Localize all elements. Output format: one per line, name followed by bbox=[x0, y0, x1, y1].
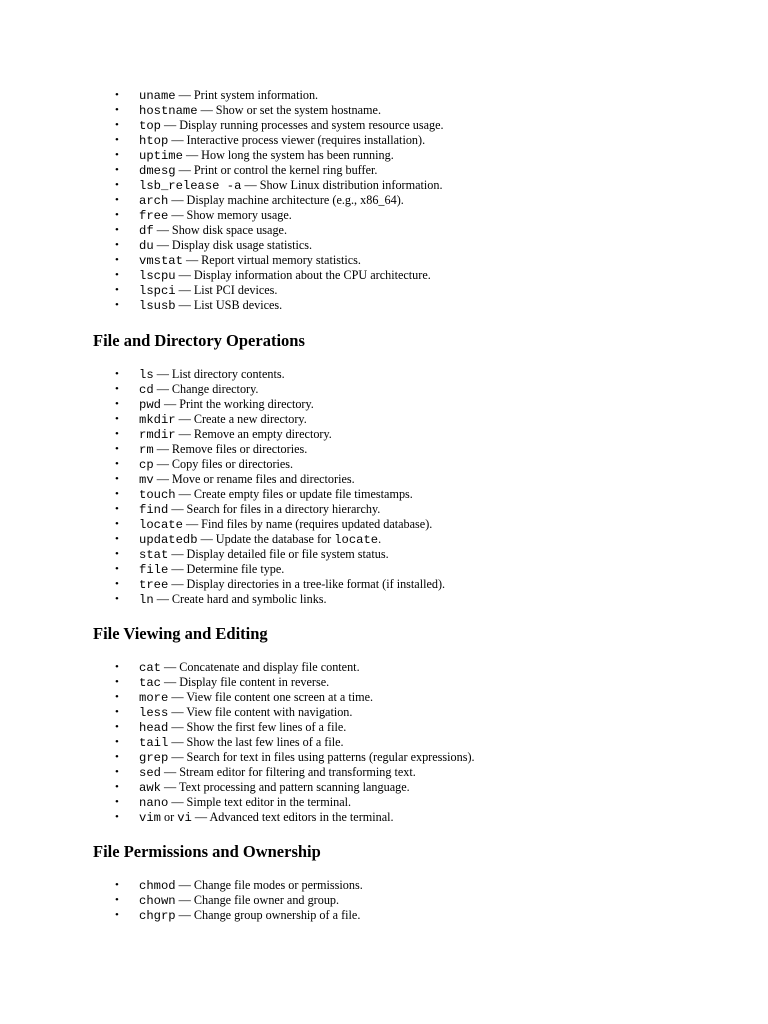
command-name: file bbox=[139, 563, 169, 577]
command-name: touch bbox=[139, 488, 176, 502]
item-text bbox=[139, 562, 284, 578]
bullet-icon: • bbox=[115, 458, 119, 470]
item-text bbox=[139, 397, 314, 413]
item-text bbox=[139, 208, 292, 224]
item-text bbox=[139, 675, 329, 691]
item-text bbox=[139, 298, 282, 314]
bullet-icon: • bbox=[115, 488, 119, 500]
bullet-icon: • bbox=[115, 766, 119, 778]
bullet-icon: • bbox=[115, 119, 119, 131]
bullet-icon: • bbox=[115, 533, 119, 545]
command-description: — Report virtual memory statistics. bbox=[182, 253, 361, 267]
command-name: chmod bbox=[139, 879, 176, 893]
command-name: cat bbox=[139, 661, 161, 675]
command-description: — List PCI devices. bbox=[175, 283, 278, 297]
command-description: — Change file modes or permissions. bbox=[175, 878, 363, 892]
item-text bbox=[139, 88, 318, 104]
item-text bbox=[139, 457, 293, 473]
command-name: rm bbox=[139, 443, 154, 457]
item-text bbox=[139, 223, 287, 239]
command-name: tac bbox=[139, 676, 161, 690]
command-description: — Create a new directory. bbox=[175, 412, 307, 426]
command-description: — Print system information. bbox=[175, 88, 319, 102]
item-text bbox=[139, 908, 360, 924]
command-description: — List USB devices. bbox=[175, 298, 283, 312]
command-description: — View file content with navigation. bbox=[168, 705, 353, 719]
command-name: nano bbox=[139, 796, 169, 810]
command-name: ln bbox=[139, 593, 154, 607]
bullet-icon: • bbox=[115, 503, 119, 515]
item-text bbox=[139, 148, 394, 164]
command-description: — List directory contents. bbox=[153, 367, 285, 381]
command-description: — Find files by name (requires updated database). bbox=[182, 517, 433, 531]
item-text bbox=[139, 765, 416, 781]
item-text bbox=[139, 735, 344, 751]
item-text bbox=[139, 577, 445, 593]
command-description: — Print or control the kernel ring buffer. bbox=[175, 163, 378, 177]
item-text bbox=[139, 382, 258, 398]
bullet-icon: • bbox=[115, 89, 119, 101]
command-name: find bbox=[139, 503, 169, 517]
command-description: — Display machine architecture (e.g., x86_64). bbox=[168, 193, 404, 207]
bullet-icon: • bbox=[115, 593, 119, 605]
command-name: mv bbox=[139, 473, 154, 487]
command-description: or bbox=[160, 810, 178, 824]
section-heading: File and Directory Operations bbox=[93, 331, 305, 350]
command-description: — Stream editor for filtering and transforming text. bbox=[160, 765, 416, 779]
bullet-icon: • bbox=[115, 179, 119, 191]
item-text bbox=[139, 283, 277, 299]
item-text bbox=[139, 893, 339, 909]
item-text bbox=[139, 780, 410, 796]
item-text bbox=[139, 178, 443, 194]
command-description: — Show the first few lines of a file. bbox=[168, 720, 347, 734]
command-name: vi bbox=[177, 811, 192, 825]
command-name: head bbox=[139, 721, 169, 735]
bullet-icon: • bbox=[115, 368, 119, 380]
command-name: chown bbox=[139, 894, 176, 908]
command-description: — Change directory. bbox=[153, 382, 259, 396]
item-text bbox=[139, 750, 475, 766]
bullet-icon: • bbox=[115, 134, 119, 146]
command-name: locate bbox=[334, 533, 379, 547]
bullet-icon: • bbox=[115, 149, 119, 161]
item-text bbox=[139, 547, 389, 563]
command-description: — Display file content in reverse. bbox=[160, 675, 330, 689]
bullet-icon: • bbox=[115, 811, 119, 823]
command-name: dmesg bbox=[139, 164, 176, 178]
command-description: — Move or rename files and directories. bbox=[153, 472, 355, 486]
item-text bbox=[139, 810, 394, 826]
bullet-icon: • bbox=[115, 691, 119, 703]
item-text bbox=[139, 705, 352, 721]
command-description: — Show Linux distribution information. bbox=[241, 178, 443, 192]
bullet-icon: • bbox=[115, 781, 119, 793]
command-name: df bbox=[139, 224, 154, 238]
command-description: — Concatenate and display file content. bbox=[160, 660, 360, 674]
command-name: tree bbox=[139, 578, 169, 592]
command-name: vim bbox=[139, 811, 161, 825]
command-description: — Simple text editor in the terminal. bbox=[168, 795, 352, 809]
item-text bbox=[139, 163, 377, 179]
bullet-icon: • bbox=[115, 879, 119, 891]
command-description: — Copy files or directories. bbox=[153, 457, 294, 471]
item-text bbox=[139, 133, 425, 149]
item-text bbox=[139, 442, 307, 458]
item-text bbox=[139, 592, 327, 608]
command-name: ls bbox=[139, 368, 154, 382]
command-description: — Interactive process viewer (requires installation). bbox=[168, 133, 426, 147]
bullet-icon: • bbox=[115, 104, 119, 116]
section-heading: File Viewing and Editing bbox=[93, 624, 268, 643]
command-description: — Display information about the CPU architecture. bbox=[175, 268, 431, 282]
command-name: tail bbox=[139, 736, 169, 750]
command-name: lsusb bbox=[139, 299, 176, 313]
command-description: — Change group ownership of a file. bbox=[175, 908, 361, 922]
command-description: — Advanced text editors in the terminal. bbox=[191, 810, 394, 824]
command-name: arch bbox=[139, 194, 169, 208]
command-name: more bbox=[139, 691, 169, 705]
section-heading: File Permissions and Ownership bbox=[93, 842, 321, 861]
item-text bbox=[139, 118, 444, 134]
item-text bbox=[139, 412, 307, 428]
command-description: — Show the last few lines of a file. bbox=[168, 735, 344, 749]
command-name: lsb_release -a bbox=[139, 179, 242, 193]
command-description: — Display disk usage statistics. bbox=[153, 238, 313, 252]
bullet-icon: • bbox=[115, 413, 119, 425]
command-description: — Determine file type. bbox=[168, 562, 285, 576]
bullet-icon: • bbox=[115, 796, 119, 808]
command-description: . bbox=[378, 532, 382, 546]
command-description: — Search for text in files using patterns (regular expressions). bbox=[168, 750, 475, 764]
command-name: lscpu bbox=[139, 269, 176, 283]
command-name: rmdir bbox=[139, 428, 176, 442]
item-text bbox=[139, 472, 355, 488]
command-name: sed bbox=[139, 766, 161, 780]
command-name: locate bbox=[139, 518, 183, 532]
bullet-icon: • bbox=[115, 518, 119, 530]
command-description: — Display directories in a tree-like format (if installed). bbox=[168, 577, 446, 591]
item-text bbox=[139, 427, 332, 443]
command-name: uname bbox=[139, 89, 176, 103]
command-description: — Display running processes and system resource usage. bbox=[160, 118, 444, 132]
item-text bbox=[139, 103, 381, 119]
bullet-icon: • bbox=[115, 194, 119, 206]
command-name: less bbox=[139, 706, 169, 720]
command-name: top bbox=[139, 119, 161, 133]
bullet-icon: • bbox=[115, 548, 119, 560]
bullet-icon: • bbox=[115, 909, 119, 921]
item-text bbox=[139, 367, 285, 383]
item-text bbox=[139, 660, 360, 676]
command-name: awk bbox=[139, 781, 161, 795]
command-description: — Search for files in a directory hierarchy. bbox=[168, 502, 381, 516]
command-name: free bbox=[139, 209, 169, 223]
command-name: vmstat bbox=[139, 254, 183, 268]
command-description: — Create empty files or update file timestamps. bbox=[175, 487, 413, 501]
item-text bbox=[139, 878, 363, 894]
command-name: stat bbox=[139, 548, 169, 562]
bullet-icon: • bbox=[115, 284, 119, 296]
item-text bbox=[139, 720, 346, 736]
command-description: — Text processing and pattern scanning language. bbox=[160, 780, 410, 794]
item-text bbox=[139, 690, 373, 706]
command-description: — Update the database for bbox=[197, 532, 335, 546]
command-name: uptime bbox=[139, 149, 183, 163]
item-text bbox=[139, 268, 431, 284]
item-text bbox=[139, 502, 380, 518]
command-name: cp bbox=[139, 458, 154, 472]
command-name: du bbox=[139, 239, 154, 253]
bullet-icon: • bbox=[115, 428, 119, 440]
bullet-icon: • bbox=[115, 299, 119, 311]
command-description: — Change file owner and group. bbox=[175, 893, 340, 907]
command-description: — Show disk space usage. bbox=[153, 223, 288, 237]
command-description: — View file content one screen at a time. bbox=[168, 690, 374, 704]
item-text bbox=[139, 193, 404, 209]
bullet-icon: • bbox=[115, 224, 119, 236]
command-description: — Remove files or directories. bbox=[153, 442, 308, 456]
bullet-icon: • bbox=[115, 751, 119, 763]
item-text bbox=[139, 487, 413, 503]
item-text bbox=[139, 517, 432, 533]
bullet-icon: • bbox=[115, 736, 119, 748]
bullet-icon: • bbox=[115, 894, 119, 906]
bullet-icon: • bbox=[115, 661, 119, 673]
command-description: — Show or set the system hostname. bbox=[197, 103, 381, 117]
command-name: lspci bbox=[139, 284, 176, 298]
command-name: mkdir bbox=[139, 413, 176, 427]
command-description: — Print the working directory. bbox=[160, 397, 314, 411]
bullet-icon: • bbox=[115, 473, 119, 485]
bullet-icon: • bbox=[115, 706, 119, 718]
bullet-icon: • bbox=[115, 164, 119, 176]
command-description: — Create hard and symbolic links. bbox=[153, 592, 327, 606]
bullet-icon: • bbox=[115, 254, 119, 266]
command-description: — How long the system has been running. bbox=[182, 148, 394, 162]
item-text bbox=[139, 238, 312, 254]
command-description: — Display detailed file or file system status. bbox=[168, 547, 389, 561]
command-name: updatedb bbox=[139, 533, 198, 547]
command-name: chgrp bbox=[139, 909, 176, 923]
bullet-icon: • bbox=[115, 578, 119, 590]
item-text bbox=[139, 532, 381, 548]
command-description: — Remove an empty directory. bbox=[175, 427, 332, 441]
bullet-icon: • bbox=[115, 269, 119, 281]
bullet-icon: • bbox=[115, 676, 119, 688]
command-name: cd bbox=[139, 383, 154, 397]
command-name: htop bbox=[139, 134, 169, 148]
bullet-icon: • bbox=[115, 443, 119, 455]
bullet-icon: • bbox=[115, 398, 119, 410]
item-text bbox=[139, 253, 361, 269]
command-name: grep bbox=[139, 751, 169, 765]
command-name: pwd bbox=[139, 398, 161, 412]
bullet-icon: • bbox=[115, 209, 119, 221]
item-text bbox=[139, 795, 351, 811]
command-description: — Show memory usage. bbox=[168, 208, 292, 222]
bullet-icon: • bbox=[115, 239, 119, 251]
command-name: hostname bbox=[139, 104, 198, 118]
bullet-icon: • bbox=[115, 563, 119, 575]
bullet-icon: • bbox=[115, 383, 119, 395]
bullet-icon: • bbox=[115, 721, 119, 733]
